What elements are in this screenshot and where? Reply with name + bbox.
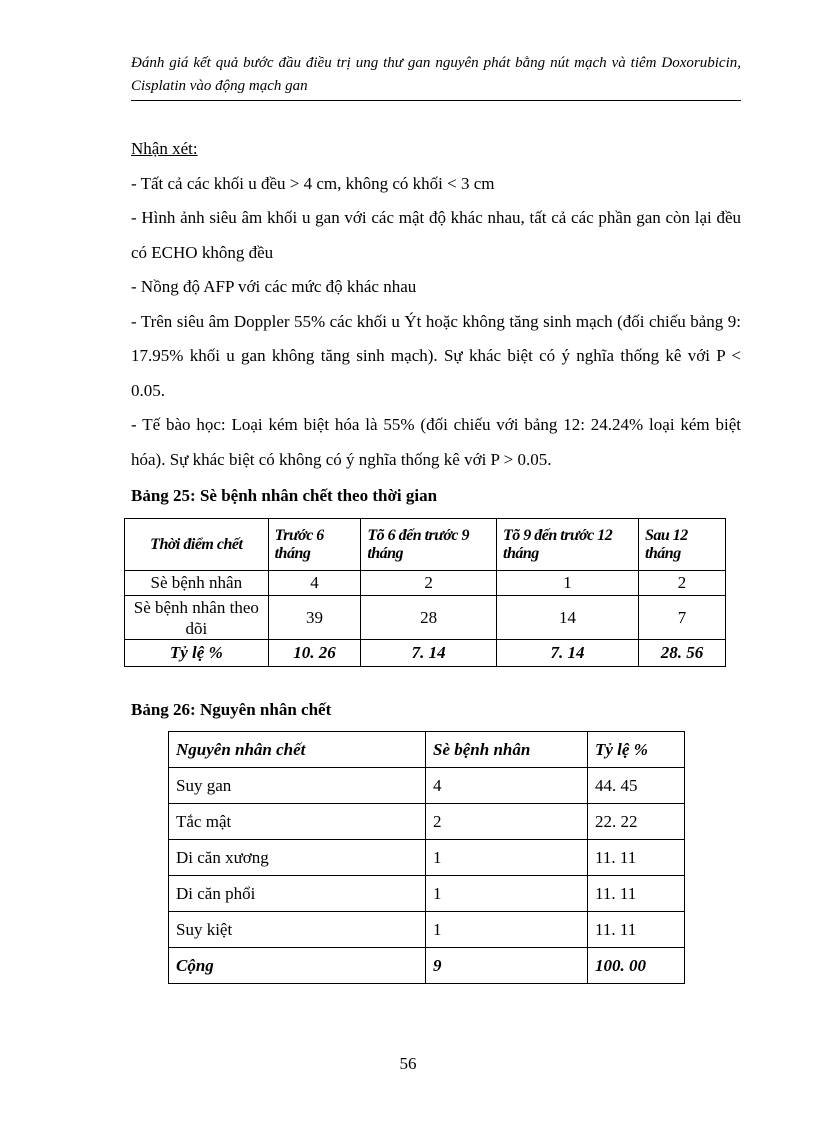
table-row: [169, 768, 685, 804]
table-header-cell: Trước 6 tháng: [268, 519, 361, 571]
table-cell: 4: [268, 571, 361, 596]
table-header-cell: Tỷ lệ %: [588, 732, 685, 768]
remarks-heading: Nhận xét:: [131, 139, 198, 158]
table-row: [125, 640, 726, 667]
table-cell: 11. 11: [588, 876, 685, 912]
table-cell: 2: [638, 571, 725, 596]
table26-caption: Bảng 26: Nguyên nhân chết: [131, 700, 332, 719]
table-cell: 2: [426, 804, 588, 840]
table-cell: 7: [638, 596, 725, 640]
table-row: [125, 571, 726, 596]
table-cell: 9: [426, 948, 588, 984]
row-label: Tỷ lệ %: [125, 640, 269, 667]
page-number: 56: [399, 1054, 417, 1073]
table-cell: 14: [497, 596, 639, 640]
table-cell: Cộng: [169, 948, 426, 984]
table-cell: Suy gan: [169, 768, 426, 804]
table-row: [169, 804, 685, 840]
table-row: [169, 840, 685, 876]
remark-line: - Tế bào học: Loại kém biệt hóa là 55% (đối chiếu với bảng 12: 24.24% loại kém biệt hóa). Sự khác biệt có không có ý nghĩa thống kê với P > 0.05.: [131, 415, 741, 469]
deaths-by-time-table: [124, 518, 726, 667]
table-cell: 10. 26: [268, 640, 361, 667]
table-header-row: [125, 519, 726, 571]
table-cell: 7. 14: [497, 640, 639, 667]
remark-line: - Trên siêu âm Doppler 55% các khối u Ýt hoặc không tăng sinh mạch (đối chiếu bảng 9: 17.95% khối u gan không tăng sinh mạch). Sự khác biệt có ý nghĩa thống kê với P < 0.05.: [131, 311, 741, 400]
table-cell: 44. 45: [588, 768, 685, 804]
table-cell: Tắc mật: [169, 804, 426, 840]
table-header-cell: Thời điểm chết: [125, 519, 269, 571]
table-cell: 1: [426, 876, 588, 912]
table-header-cell: Nguyên nhân chết: [169, 732, 426, 768]
causes-of-death-table: [168, 731, 685, 984]
table-row: [125, 596, 726, 640]
remark-line: - Hình ảnh siêu âm khối u gan với các mật độ khác nhau, tất cả các phần gan còn lại đều có ECHO không đều: [131, 208, 741, 262]
remarks-section: [131, 132, 741, 477]
table-cell: 28. 56: [638, 640, 725, 667]
table-cell: 28: [361, 596, 497, 640]
table-cell: Di căn phổi: [169, 876, 426, 912]
table-cell: 2: [361, 571, 497, 596]
table-cell: Di căn xương: [169, 840, 426, 876]
table-cell: 11. 11: [588, 912, 685, 948]
table-cell: 22. 22: [588, 804, 685, 840]
table25-caption: Bảng 25: Sè bệnh nhân chết theo thời gian: [131, 486, 438, 505]
remark-line: - Tất cả các khối u đều > 4 cm, không có khối < 3 cm: [131, 173, 495, 193]
table-cell: 7. 14: [361, 640, 497, 667]
table-cell: 11. 11: [588, 840, 685, 876]
table-header-cell: Sau 12 tháng: [638, 519, 725, 571]
row-label: Sè bệnh nhân: [125, 571, 269, 596]
running-header: Đánh giá kết quả bước đầu điều trị ung thư gan nguyên phát bằng nút mạch và tiêm Doxorubicin, Cisplatin vào động mạch gan: [131, 52, 741, 101]
table-cell: 1: [426, 840, 588, 876]
table-header-cell: Sè bệnh nhân: [426, 732, 588, 768]
table-total-row: [169, 948, 685, 984]
table-cell: 1: [426, 912, 588, 948]
table-row: [169, 912, 685, 948]
table-row: [169, 876, 685, 912]
table-cell: 1: [497, 571, 639, 596]
table-cell: 39: [268, 596, 361, 640]
row-label: Sè bệnh nhân theo dõi: [125, 596, 269, 640]
table-cell: Suy kiệt: [169, 912, 426, 948]
table-cell: 100. 00: [588, 948, 685, 984]
table-header-cell: Tõ 6 đến trước 9 tháng: [361, 519, 497, 571]
table-cell: 4: [426, 768, 588, 804]
remark-line: - Nồng độ AFP với các mức độ khác nhau: [131, 277, 417, 296]
table-header-row: [169, 732, 685, 768]
table-header-cell: Tõ 9 đến trước 12 tháng: [497, 519, 639, 571]
